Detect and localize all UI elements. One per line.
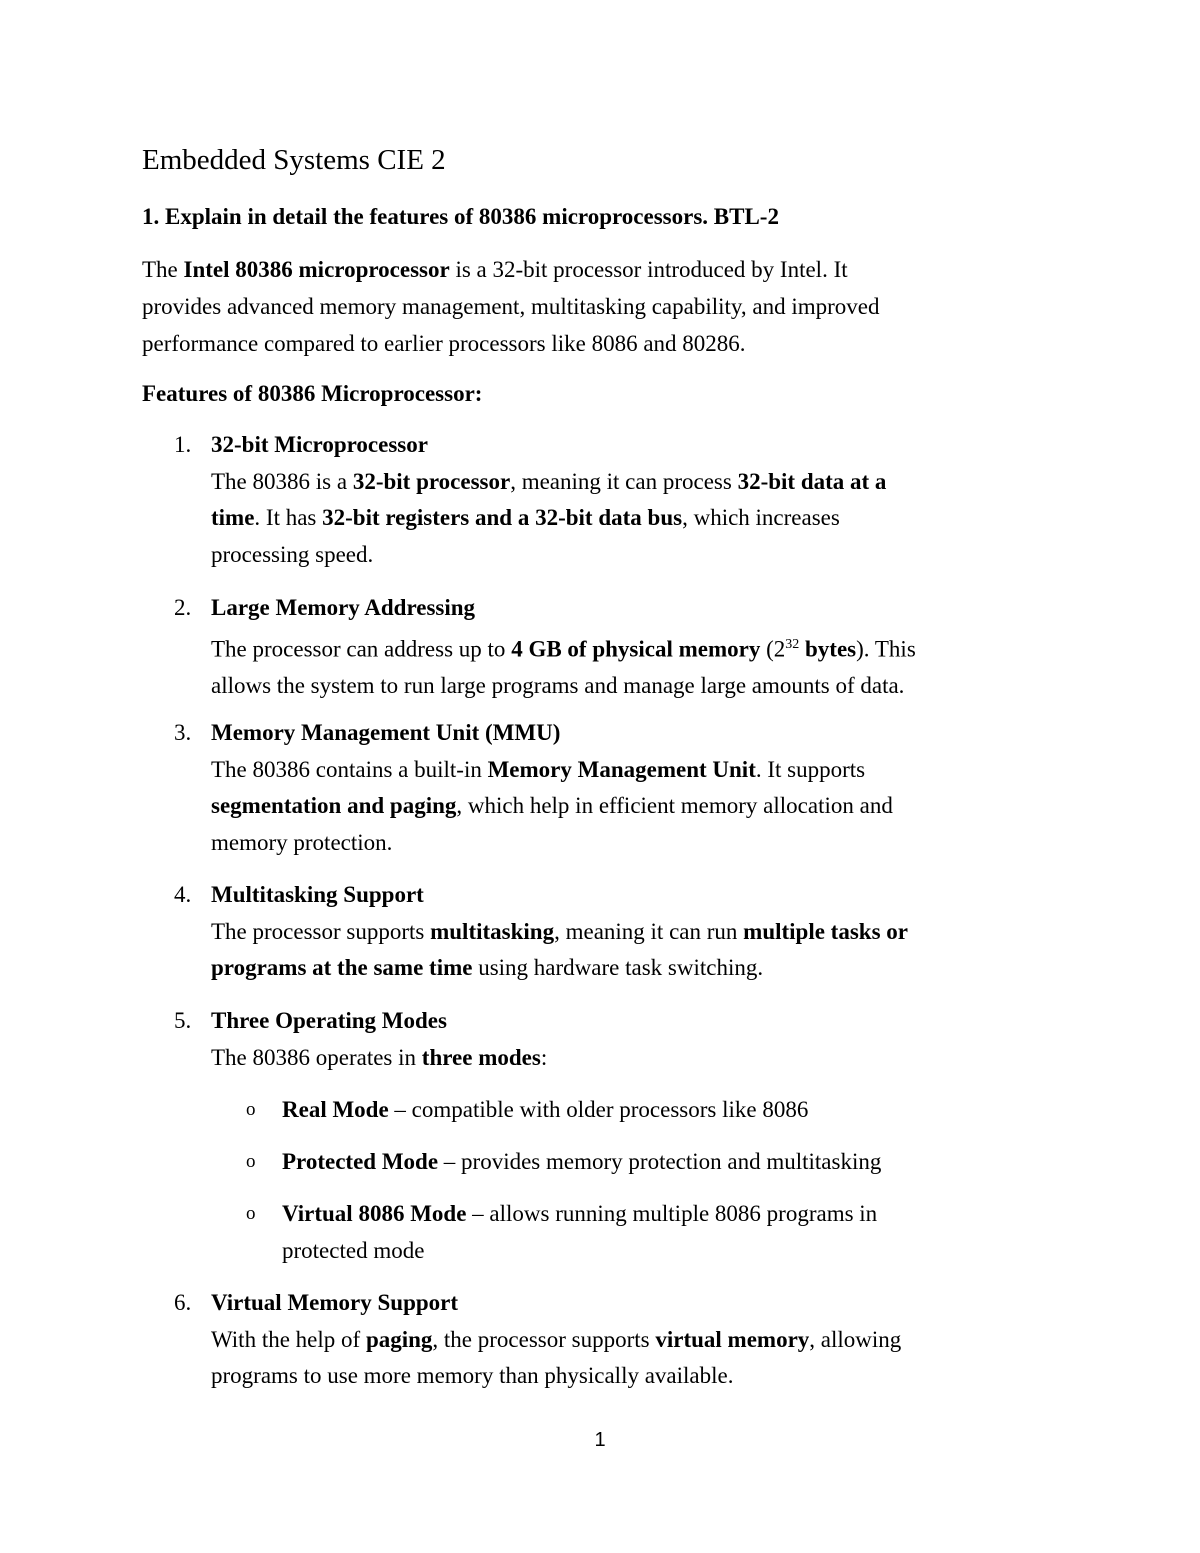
item-heading: Memory Management Unit (MMU)	[211, 720, 561, 745]
item-bold-text: 32-bit processor	[352, 468, 511, 494]
item-bold-text: paging	[365, 1326, 433, 1352]
intro-text: The	[142, 257, 184, 282]
intro-paragraph	[142, 251, 1042, 362]
mode-name: Virtual 8086 Mode	[282, 1201, 467, 1226]
item-text: The 80386 operates in	[211, 1044, 422, 1070]
item-heading: Multitasking Support	[211, 882, 424, 907]
mode-desc: – compatible with older processors like 8086	[388, 1097, 809, 1122]
intro-line: performance compared to earlier processors like 8086 and 80286.	[142, 331, 746, 356]
item-text: , allowing	[809, 1326, 902, 1352]
item-number: 6.	[174, 1290, 192, 1315]
item-number: 5.	[174, 1008, 192, 1033]
item-bold-text: multiple tasks or	[743, 918, 908, 944]
item-body	[211, 715, 1071, 861]
intro-line: provides advanced memory management, multitasking capability, and improved	[142, 294, 880, 319]
item-body	[211, 1285, 1071, 1395]
intro-bold-text: Intel 80386 microprocessor	[183, 257, 450, 282]
item-text: . It supports	[755, 756, 866, 782]
item-text: , which increases	[682, 505, 840, 530]
item-line	[211, 1040, 1071, 1077]
item-text: The processor can address up to	[211, 636, 512, 662]
item-line	[211, 500, 1071, 537]
item-body	[211, 1003, 1071, 1076]
item-text: (2	[760, 636, 786, 662]
mode-desc: – allows running multiple 8086 programs in	[466, 1201, 878, 1226]
circle-bullet-icon: o	[246, 1203, 256, 1224]
mode-text	[282, 1092, 1062, 1129]
item-body	[211, 877, 1071, 987]
item-text: With the help of	[211, 1326, 366, 1352]
item-text: The 80386 is a	[211, 468, 353, 494]
item-line	[211, 752, 1071, 789]
item-bold-text: bytes	[799, 636, 857, 662]
item-line: allows the system to run large programs and manage large amounts of data.	[211, 672, 905, 698]
mode-text	[282, 1196, 1062, 1269]
item-number: 3.	[174, 720, 192, 745]
item-text: The processor supports	[211, 918, 431, 944]
item-bold-text: virtual memory	[655, 1326, 810, 1352]
item-line	[211, 1322, 1071, 1359]
exponent: 32	[785, 636, 800, 652]
item-bold-text: segmentation and paging	[211, 793, 457, 818]
item-text: ). This	[856, 636, 916, 662]
item-line: programs to use more memory than physically available.	[211, 1363, 734, 1388]
item-bold-text: 32-bit registers and a 32-bit data bus	[322, 505, 683, 530]
mode-desc: – provides memory protection and multitasking	[438, 1149, 882, 1174]
mode-line	[282, 1196, 1062, 1233]
item-bold-text: time	[211, 505, 255, 530]
item-line	[211, 914, 1071, 951]
item-heading: Large Memory Addressing	[211, 595, 476, 620]
item-number: 1.	[174, 432, 192, 457]
item-bold-text: 4 GB of physical memory	[511, 636, 761, 662]
item-heading: 32-bit Microprocessor	[211, 432, 428, 457]
mode-name: Real Mode	[282, 1097, 389, 1122]
item-body	[211, 590, 1071, 704]
document-title: Embedded Systems CIE 2	[142, 144, 446, 176]
item-heading: Three Operating Modes	[211, 1008, 447, 1033]
item-bold-text: three modes	[421, 1044, 541, 1070]
intro-text: is a 32-bit processor introduced by Intel. It	[449, 257, 848, 282]
item-body	[211, 427, 1071, 573]
item-line	[211, 627, 1071, 668]
page-number: 1	[594, 1429, 606, 1451]
circle-bullet-icon: o	[246, 1099, 256, 1120]
item-text: , meaning it can run	[554, 918, 744, 944]
item-text: , meaning it can process	[510, 468, 738, 494]
item-line: processing speed.	[211, 541, 374, 567]
item-text: . It has	[254, 505, 323, 530]
features-heading: Features of 80386 Microprocessor:	[142, 381, 483, 406]
item-bold-text: programs at the same time	[211, 955, 473, 980]
mode-line	[282, 1144, 1062, 1181]
item-text: , the processor supports	[432, 1326, 656, 1352]
item-bold-text: Memory Management Unit	[487, 756, 756, 782]
item-number: 4.	[174, 882, 192, 907]
circle-bullet-icon: o	[246, 1151, 256, 1172]
item-heading: Virtual Memory Support	[211, 1290, 459, 1315]
intro-line	[142, 251, 1042, 288]
item-line	[211, 788, 1071, 825]
mode-line: protected mode	[282, 1237, 425, 1263]
item-text: :	[540, 1044, 548, 1070]
item-text: The 80386 contains a built-in	[211, 756, 488, 782]
item-bold-text: multitasking	[430, 918, 555, 944]
item-text: using hardware task switching.	[472, 955, 764, 980]
mode-text	[282, 1144, 1062, 1181]
item-line	[211, 464, 1071, 501]
item-line: memory protection.	[211, 829, 393, 855]
item-line	[211, 950, 1071, 987]
item-text: , which help in efficient memory allocation and	[456, 793, 893, 818]
mode-line	[282, 1092, 1062, 1129]
item-bold-text: 32-bit data at a	[737, 468, 887, 494]
item-number: 2.	[174, 595, 192, 620]
mode-name: Protected Mode	[282, 1149, 439, 1174]
question-heading: 1. Explain in detail the features of 80386 microprocessors. BTL-2	[142, 204, 779, 229]
